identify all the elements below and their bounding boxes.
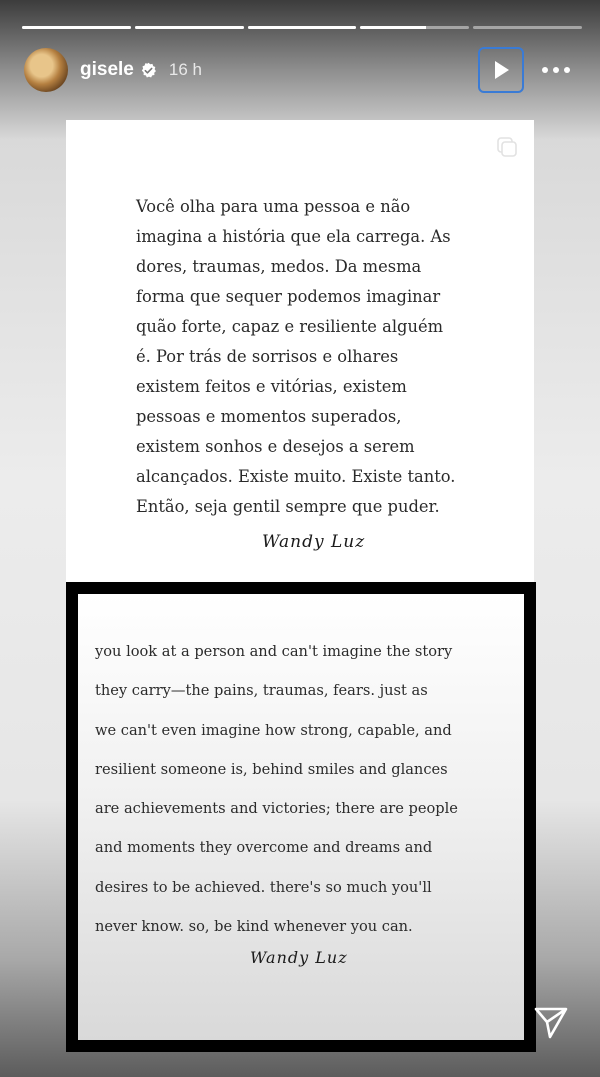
progress-segment [22, 26, 131, 29]
signature: Wandy Luz [250, 948, 348, 967]
progress-segment [473, 26, 582, 29]
send-icon[interactable] [532, 1003, 570, 1041]
more-icon-dot [542, 67, 548, 73]
quote-line: Então, seja gentil sempre que puder. [136, 497, 440, 516]
quote-line: they carry—the pains, traumas, fears. just as [95, 682, 428, 700]
quote-card-english [66, 582, 536, 1052]
verified-badge-icon [140, 62, 157, 79]
story-progress-bar [22, 26, 582, 29]
quote-text-portuguese [136, 192, 481, 522]
story-header [24, 46, 576, 94]
quote-line: are achievements and victories; there are people [95, 800, 458, 818]
play-icon [490, 59, 512, 81]
play-button[interactable] [478, 47, 524, 93]
quote-line: alcançados. Existe muito. Existe tanto. [136, 467, 456, 486]
quote-line: and moments they overcome and dreams and [95, 839, 433, 857]
more-icon-dot [553, 67, 559, 73]
quote-line: forma que sequer podemos imaginar [136, 287, 441, 306]
post-time: 16 h [168, 60, 202, 79]
username[interactable]: gisele [80, 59, 134, 80]
quote-line: resilient someone is, behind smiles and glances [95, 760, 448, 778]
quote-card-english-inner [78, 594, 524, 1040]
quote-line: pessoas e momentos superados, [136, 407, 402, 426]
quote-line: imagina a história que ela carrega. As [136, 227, 451, 246]
more-options-button[interactable] [536, 50, 576, 90]
quote-card-portuguese [66, 120, 534, 582]
avatar[interactable] [24, 48, 68, 92]
quote-line: quão forte, capaz e resiliente alguém [136, 317, 444, 336]
quote-line: never know. so, be kind whenever you can. [95, 918, 413, 936]
quote-line: existem feitos e vitórias, existem [136, 377, 407, 396]
progress-segment [248, 26, 357, 29]
quote-line: é. Por trás de sorrisos e olhares [136, 347, 399, 366]
quote-line: Você olha para uma pessoa e não [136, 197, 411, 216]
more-icon-dot [564, 67, 570, 73]
progress-segment [360, 26, 469, 29]
quote-line: you look at a person and can't imagine the story [95, 643, 453, 660]
progress-segment [135, 26, 244, 29]
signature: Wandy Luz [262, 532, 366, 552]
copy-icon [496, 136, 518, 158]
quote-line: desires to be achieved. there's so much you'll [95, 878, 432, 896]
quote-text-english [95, 632, 505, 946]
quote-line: dores, traumas, medos. Da mesma [136, 257, 422, 276]
quote-line: existem sonhos e desejos a serem [136, 437, 415, 456]
quote-line: we can't even imagine how strong, capable, and [95, 721, 452, 739]
